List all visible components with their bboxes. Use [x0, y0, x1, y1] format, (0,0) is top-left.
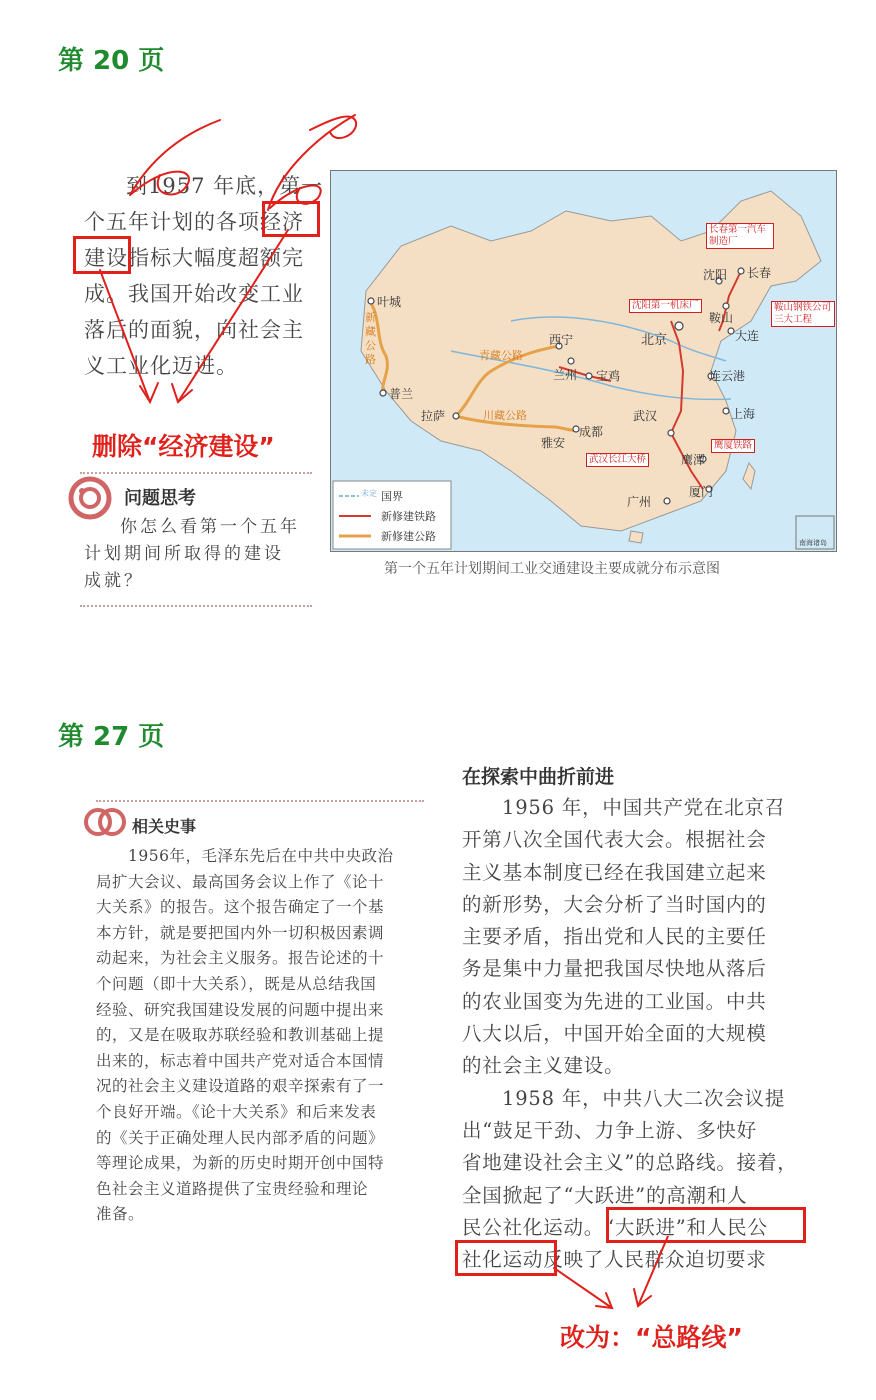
related-line: 的，又是在吸取苏联经验和教训基础上提 [96, 1026, 385, 1045]
map-city-label: 鹰潭 [681, 453, 706, 467]
related-line: 出来的，标志着中国共产党对适合本国情 [96, 1051, 385, 1070]
map-city-label: 宝鸡 [596, 369, 621, 383]
divider [80, 605, 312, 607]
right-line: 主义基本制度已经在我国建立起来 [462, 860, 767, 884]
map-city-label: 大连 [735, 329, 760, 343]
annotation-change: 改为：“总路线” [560, 1323, 743, 1352]
inset-label: 南海诸岛 [799, 539, 827, 547]
legend-label: 新修建公路 [381, 530, 436, 543]
map-city-label: 西宁 [549, 333, 574, 347]
map-city-label: 北京 [641, 333, 668, 348]
body-line: 到1957 年底，第一 [126, 174, 324, 198]
map-route-label: 青藏公路 [479, 349, 523, 362]
related-line: 等理论成果，为新的历史时期开创中国特 [96, 1154, 385, 1173]
related-line: 动起来，为社会主义服务。报告论述的十 [96, 949, 385, 968]
right-line: 开第八次全国代表大会。根据社会 [462, 828, 767, 852]
map-city-label: 广州 [627, 495, 652, 509]
map-city-label: 长春 [747, 266, 772, 280]
related-text [96, 844, 426, 1228]
map-callout: 武汉长江大桥 [586, 453, 649, 467]
related-line: 个良好开端。《论十大关系》和后来发表 [96, 1102, 377, 1121]
legend-label: 国界 [381, 490, 403, 503]
related-line: 个问题（即十大关系），既是从总结我国 [96, 974, 377, 993]
map-city-label: 雅安 [541, 436, 566, 450]
page-header-27: 第 27 页 [58, 722, 165, 752]
question-title: 问题思考 [124, 488, 196, 509]
map-city-label: 兰州 [553, 368, 578, 382]
map-city-label: 普兰 [389, 387, 414, 401]
right-line: 主要矛盾，指出党和人民的主要任 [462, 925, 767, 949]
question-line: 成就？ [84, 571, 144, 591]
question-line: 计划期间所取得的建设 [84, 544, 284, 564]
related-icon [84, 804, 126, 840]
map-city-label: 连云港 [709, 369, 746, 383]
legend-label: 新修建铁路 [381, 510, 436, 523]
map-caption: 第一个五年计划期间工业交通建设主要成就分布示意图 [384, 561, 720, 577]
right-line: 省地建设社会主义”的总路线。接着， [462, 1151, 798, 1175]
map-city-label: 武汉 [633, 409, 658, 423]
related-line: 1956年，毛泽东先后在中共中央政治 [128, 847, 394, 865]
right-line: 1956 年，中国共产党在北京召 [502, 796, 786, 819]
map-callout: 长春第一汽车制造厂 [706, 223, 774, 249]
section-title: 在探索中曲折前进 [462, 766, 615, 788]
map-route-label: 川藏公路 [483, 409, 527, 422]
map-city-label: 叶城 [377, 295, 402, 309]
right-line: 八大以后，中国开始全面的大规模 [462, 1022, 767, 1046]
map-callout: 沈阳第一机床厂 [629, 299, 702, 313]
body-line: 建设指标大幅度超额完 [84, 246, 304, 270]
right-line: 的新形势，大会分析了当时国内的 [462, 892, 767, 916]
related-line: 的《关于正确处理人民内部矛盾的问题》 [96, 1128, 385, 1147]
related-title: 相关史事 [132, 817, 197, 836]
question-line: 你怎么看第一个五年 [120, 517, 300, 537]
map-callout: 鹰厦铁路 [711, 439, 755, 453]
related-line: 局扩大会议、最高国务会议上作了《论十 [96, 872, 385, 891]
body-line: 成。我国开始改变工业 [84, 282, 304, 306]
map-callout: 鞍山钢铁公司三大工程 [771, 301, 835, 327]
related-line: 况的社会主义建设道路的艰辛探索有了一 [96, 1077, 385, 1096]
right-line: 社化运动反映了人民群众迫切要求 [462, 1248, 767, 1272]
legend-undefined-label: 未定 [361, 489, 377, 498]
page-header-20: 第 20 页 [58, 46, 165, 76]
right-line: 1958 年，中共八大二次会议提 [502, 1086, 786, 1110]
right-line: 全国掀起了“大跃进”的高潮和人 [462, 1183, 748, 1207]
correction-arrows [540, 1236, 740, 1326]
right-line: 的社会主义建设。 [462, 1054, 625, 1078]
map-city-label: 成都 [579, 425, 604, 439]
divider [80, 472, 312, 474]
divider [96, 800, 424, 802]
related-line: 经验、研究我国建设发展的问题中提出来 [96, 1000, 385, 1019]
map-route-label: 新藏公路 [365, 311, 376, 366]
related-line: 大关系》的报告。这个报告确定了一个基 [96, 898, 385, 917]
map-figure [330, 170, 837, 552]
body-line: 落后的面貌，向社会主 [84, 318, 304, 342]
map-city-label: 鞍山 [709, 311, 734, 325]
map-city-label: 厦门 [689, 485, 714, 499]
right-line: 出“鼓足干劲、力争上游、多快好 [462, 1118, 757, 1142]
right-line: 民公社化运动。“大跃进”和人民公 [462, 1215, 768, 1239]
question-text [84, 514, 314, 595]
map-city-label: 上海 [731, 407, 756, 421]
annotation-delete: 删除“经济建设” [92, 432, 275, 461]
related-line: 色社会主义道路提供了宝贵经验和理论 [96, 1179, 369, 1198]
related-line: 本方针，就是要把国内外一切积极因素调 [96, 923, 385, 942]
map-city-label: 沈阳 [703, 268, 728, 282]
right-paragraph [462, 792, 802, 1276]
related-line: 准备。 [96, 1205, 145, 1224]
body-line: 义工业化迈进。 [84, 354, 238, 378]
body-line: 个五年计划的各项经济 [84, 210, 304, 234]
right-line: 的农业国变为先进的工业国。中共 [462, 989, 767, 1013]
map-city-label: 拉萨 [421, 409, 446, 423]
right-line: 务是集中力量把我国尽快地从落后 [462, 957, 767, 981]
